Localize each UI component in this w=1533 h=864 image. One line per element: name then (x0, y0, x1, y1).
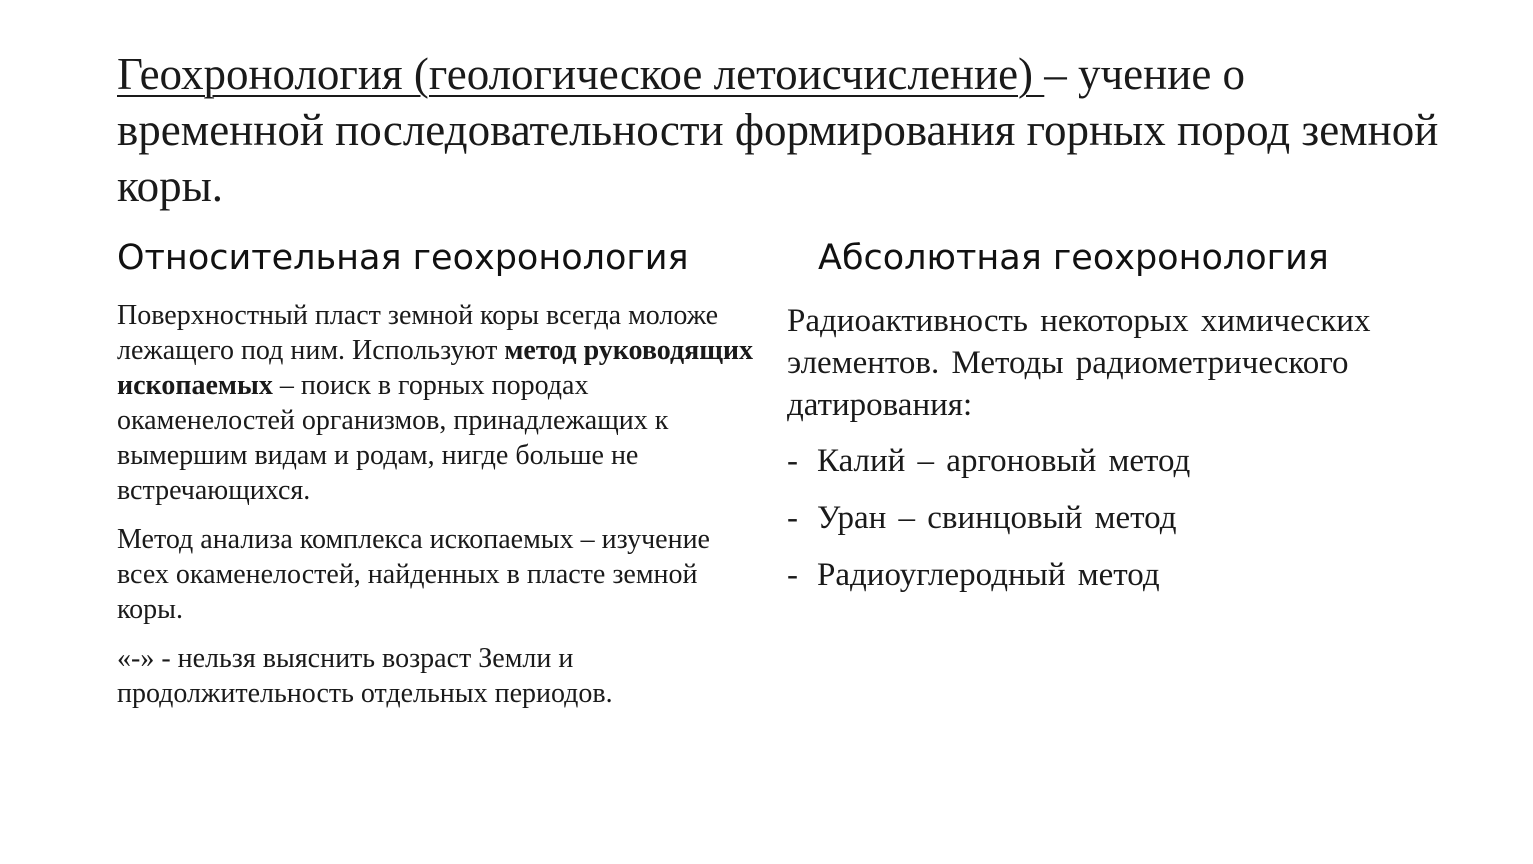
dating-methods-list (787, 440, 1467, 596)
relative-geochronology-text (117, 298, 757, 725)
absolute-geochronology-text (787, 300, 1467, 611)
title-term: Геохронология (геологическое летоисчисление) (117, 49, 1045, 99)
list-item (787, 440, 1467, 482)
method-potassium-argon: Калий – аргоновый метод (817, 443, 1191, 479)
list-item (787, 554, 1467, 596)
title-definition: – учение о временной последовательности формирования горных пород земной коры. (117, 49, 1439, 211)
bullet-dash: - (787, 500, 798, 536)
guide-fossils-paragraph (117, 298, 757, 508)
bullet-dash: - (787, 443, 798, 479)
slide-title (117, 46, 1447, 214)
relative-geochronology-heading: Относительная геохронология (117, 238, 689, 278)
method-radiocarbon: Радиоуглеродный метод (817, 557, 1160, 593)
list-item (787, 497, 1467, 539)
method-uranium-lead: Уран – свинцовый метод (817, 500, 1177, 536)
absolute-geochronology-heading: Абсолютная геохронология (818, 238, 1329, 278)
bullet-dash: - (787, 557, 798, 593)
guide-fossils-description: – поиск в горных породах окаменелостей организмов, принадлежащих к вымершим видам и родам, нигде больше не встречающихся. (117, 370, 669, 506)
fossil-complex-paragraph: Метод анализа комплекса ископаемых – изучение всех окаменелостей, найденных в пласте земной коры. (117, 524, 710, 625)
radioactivity-paragraph: Радиоактивность некоторых химических элементов. Методы радиометрического датирования: (787, 303, 1371, 423)
limitation-paragraph: «-» - нельзя выяснить возраст Земли и продолжительность отдельных периодов. (117, 643, 613, 709)
guide-fossils-method-term: метод руководящих ископаемых (117, 335, 754, 401)
guide-fossils-intro: Поверхностный пласт земной коры всегда моложе лежащего под ним. Используют (117, 300, 719, 366)
